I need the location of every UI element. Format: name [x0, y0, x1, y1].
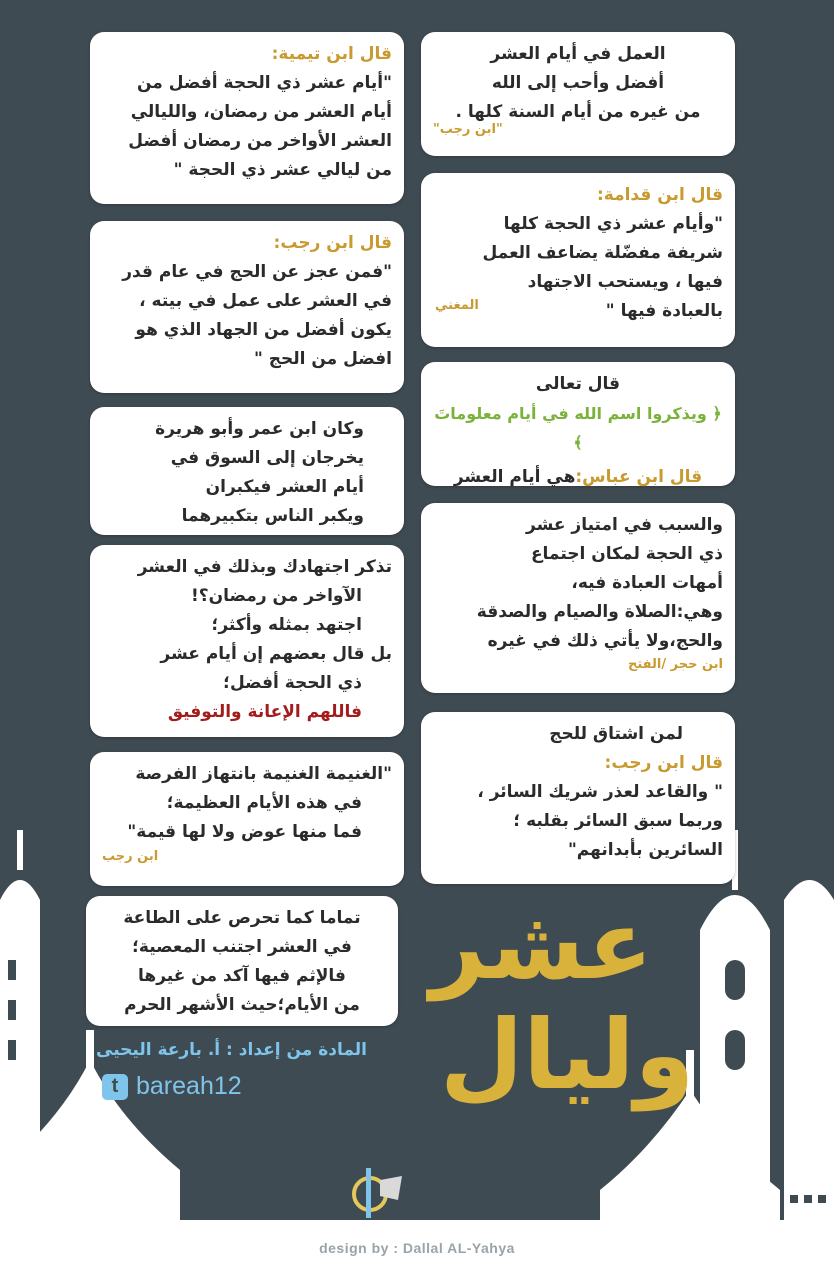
card-right-4-line2: ذي الحجة لمكان اجتماع — [530, 544, 723, 564]
card-left-6-line2: في العشر اجتنب المعصية؛ — [132, 937, 352, 957]
card-left-5 — [90, 752, 404, 886]
card-left-6 — [86, 896, 398, 1026]
card-left-4 — [90, 545, 404, 737]
card-left-6-line1: تماما كما تحرص على الطاعة — [123, 908, 361, 928]
card-right-5-line2: " والقاعد لعذر شريك السائر ، — [477, 782, 723, 802]
card-right-1-source: "ابن رجب" — [433, 122, 503, 137]
card-left-5-line3: فما منها عوض ولا لها قيمة" — [127, 822, 362, 842]
card-right-3 — [421, 362, 735, 486]
twitter-icon: t — [102, 1074, 128, 1100]
card-left-2-heading: قال ابن رجب: — [273, 233, 392, 253]
card-left-1 — [90, 32, 404, 204]
card-right-1-line1: العمل في أيام العشر — [490, 44, 666, 64]
card-right-2-line1: "وأيام عشر ذي الحجة كلها — [503, 214, 723, 234]
card-right-4-line4: وهي:الصلاة والصيام والصدقة — [476, 602, 723, 622]
card-right-5-line3: وربما سبق السائر بقلبه ؛ — [513, 811, 723, 831]
card-left-5-line2: في هذه الأيام العظيمة؛ — [166, 793, 362, 813]
card-right-3-line1: قال تعالى — [535, 374, 621, 394]
card-left-4-line1: تذكر اجتهادك وبذلك في العشر — [137, 557, 392, 577]
card-left-1-heading: قال ابن تيمية: — [271, 44, 392, 64]
card-left-5-line1: "الغنيمة الغنيمة بانتهاز الفرصة — [135, 764, 392, 784]
card-left-6-line4: من الأيام؛حيث الأشهر الحرم — [124, 995, 360, 1015]
card-right-3-verse: ﴿ ويذكروا اسم الله في أيام معلوماتَ ﴾ — [434, 404, 722, 452]
twitter-handle-text: bareah12 — [136, 1072, 242, 1100]
card-left-1-line4: من ليالي عشر ذي الحجة " — [173, 160, 392, 180]
card-left-4-dua: فاللهم الإعانة والتوفيق — [167, 702, 362, 722]
twitter-handle[interactable] — [102, 1072, 242, 1101]
card-right-1-line3: من غيره من أيام السنة كلها . — [455, 102, 701, 122]
prepared-by-credit: المادة من إعداد : أ. بارعة اليحيى — [96, 1040, 367, 1060]
card-right-2-line4: بالعبادة فيها " — [605, 301, 723, 321]
card-right-5-line1: لمن اشتاق للحج — [549, 724, 683, 744]
card-right-2-heading: قال ابن قدامة: — [596, 185, 723, 205]
designer-logo-icon — [340, 1160, 410, 1230]
card-left-2 — [90, 221, 404, 393]
card-left-1-line2: أيام العشر من رمضان، والليالي — [130, 102, 392, 122]
card-right-5 — [421, 712, 735, 884]
designer-credit: design by : Dallal AL-Yahya — [319, 1240, 515, 1256]
card-left-2-line3: يكون أفضل من الجهاد الذي هو — [135, 320, 392, 340]
card-right-2-line3: فيها ، ويستحب الاجتهاد — [527, 272, 723, 292]
card-right-1-line2: أفضل وأحب إلى الله — [491, 73, 665, 93]
card-left-1-line1: "أيام عشر ذي الحجة أفضل من — [136, 73, 392, 93]
card-left-3-line1: وكان ابن عمر وأبو هريرة — [155, 419, 364, 439]
card-left-4-line3: اجتهد بمثله وأكثر؛ — [211, 615, 362, 635]
card-right-4-line5: والحج،ولا يأتي ذلك في غيره — [487, 631, 723, 651]
card-right-5-heading: قال ابن رجب: — [604, 753, 723, 773]
card-left-2-line1: "فمن عجز عن الحج في عام قدر — [122, 262, 392, 282]
card-right-4-source: ابن حجر /الفتح — [627, 657, 723, 672]
card-left-4-line4: بل قال بعضهم إن أيام عشر — [160, 644, 392, 664]
card-left-3-line4: ويكبر الناس بتكبيرهما — [181, 506, 364, 526]
card-left-4-line2: الآواخر من رمضان؟! — [191, 586, 362, 606]
card-right-4-line3: أمهات العبادة فيه، — [571, 573, 723, 593]
card-left-5-source: ابن رجب — [102, 849, 159, 864]
title-word-ashr: عشر — [430, 889, 653, 1001]
card-right-3-answer: هي أيام العشر — [453, 467, 576, 487]
card-right-3-heading: قال ابن عباس: — [575, 467, 703, 487]
card-left-1-line3: العشر الأواخر من رمضان أفضل — [128, 131, 392, 151]
card-right-2-line2: شريفة مفضّلة يضاعف العمل — [482, 243, 723, 263]
card-left-3-line2: يخرجان إلى السوق في — [170, 448, 364, 468]
card-right-4-line1: والسبب في امتياز عشر — [526, 515, 723, 535]
card-right-5-line4: السائرين بأبدانهم" — [567, 840, 723, 860]
card-left-3-line3: أيام العشر فيكبران — [205, 477, 364, 497]
card-right-4 — [421, 503, 735, 693]
card-right-2 — [421, 173, 735, 347]
card-right-1 — [421, 32, 735, 156]
card-left-6-line3: فالإثم فيها آكد من غيرها — [138, 966, 346, 986]
card-left-2-line2: في العشر على عمل في بيته ، — [139, 291, 392, 311]
title-word-layal: وليال — [440, 999, 695, 1111]
card-left-3 — [90, 407, 404, 535]
card-left-2-line4: افضل من الحج " — [253, 349, 392, 369]
card-right-2-source: المغني — [435, 298, 479, 313]
card-left-4-line5: ذي الحجة أفضل؛ — [223, 673, 362, 693]
